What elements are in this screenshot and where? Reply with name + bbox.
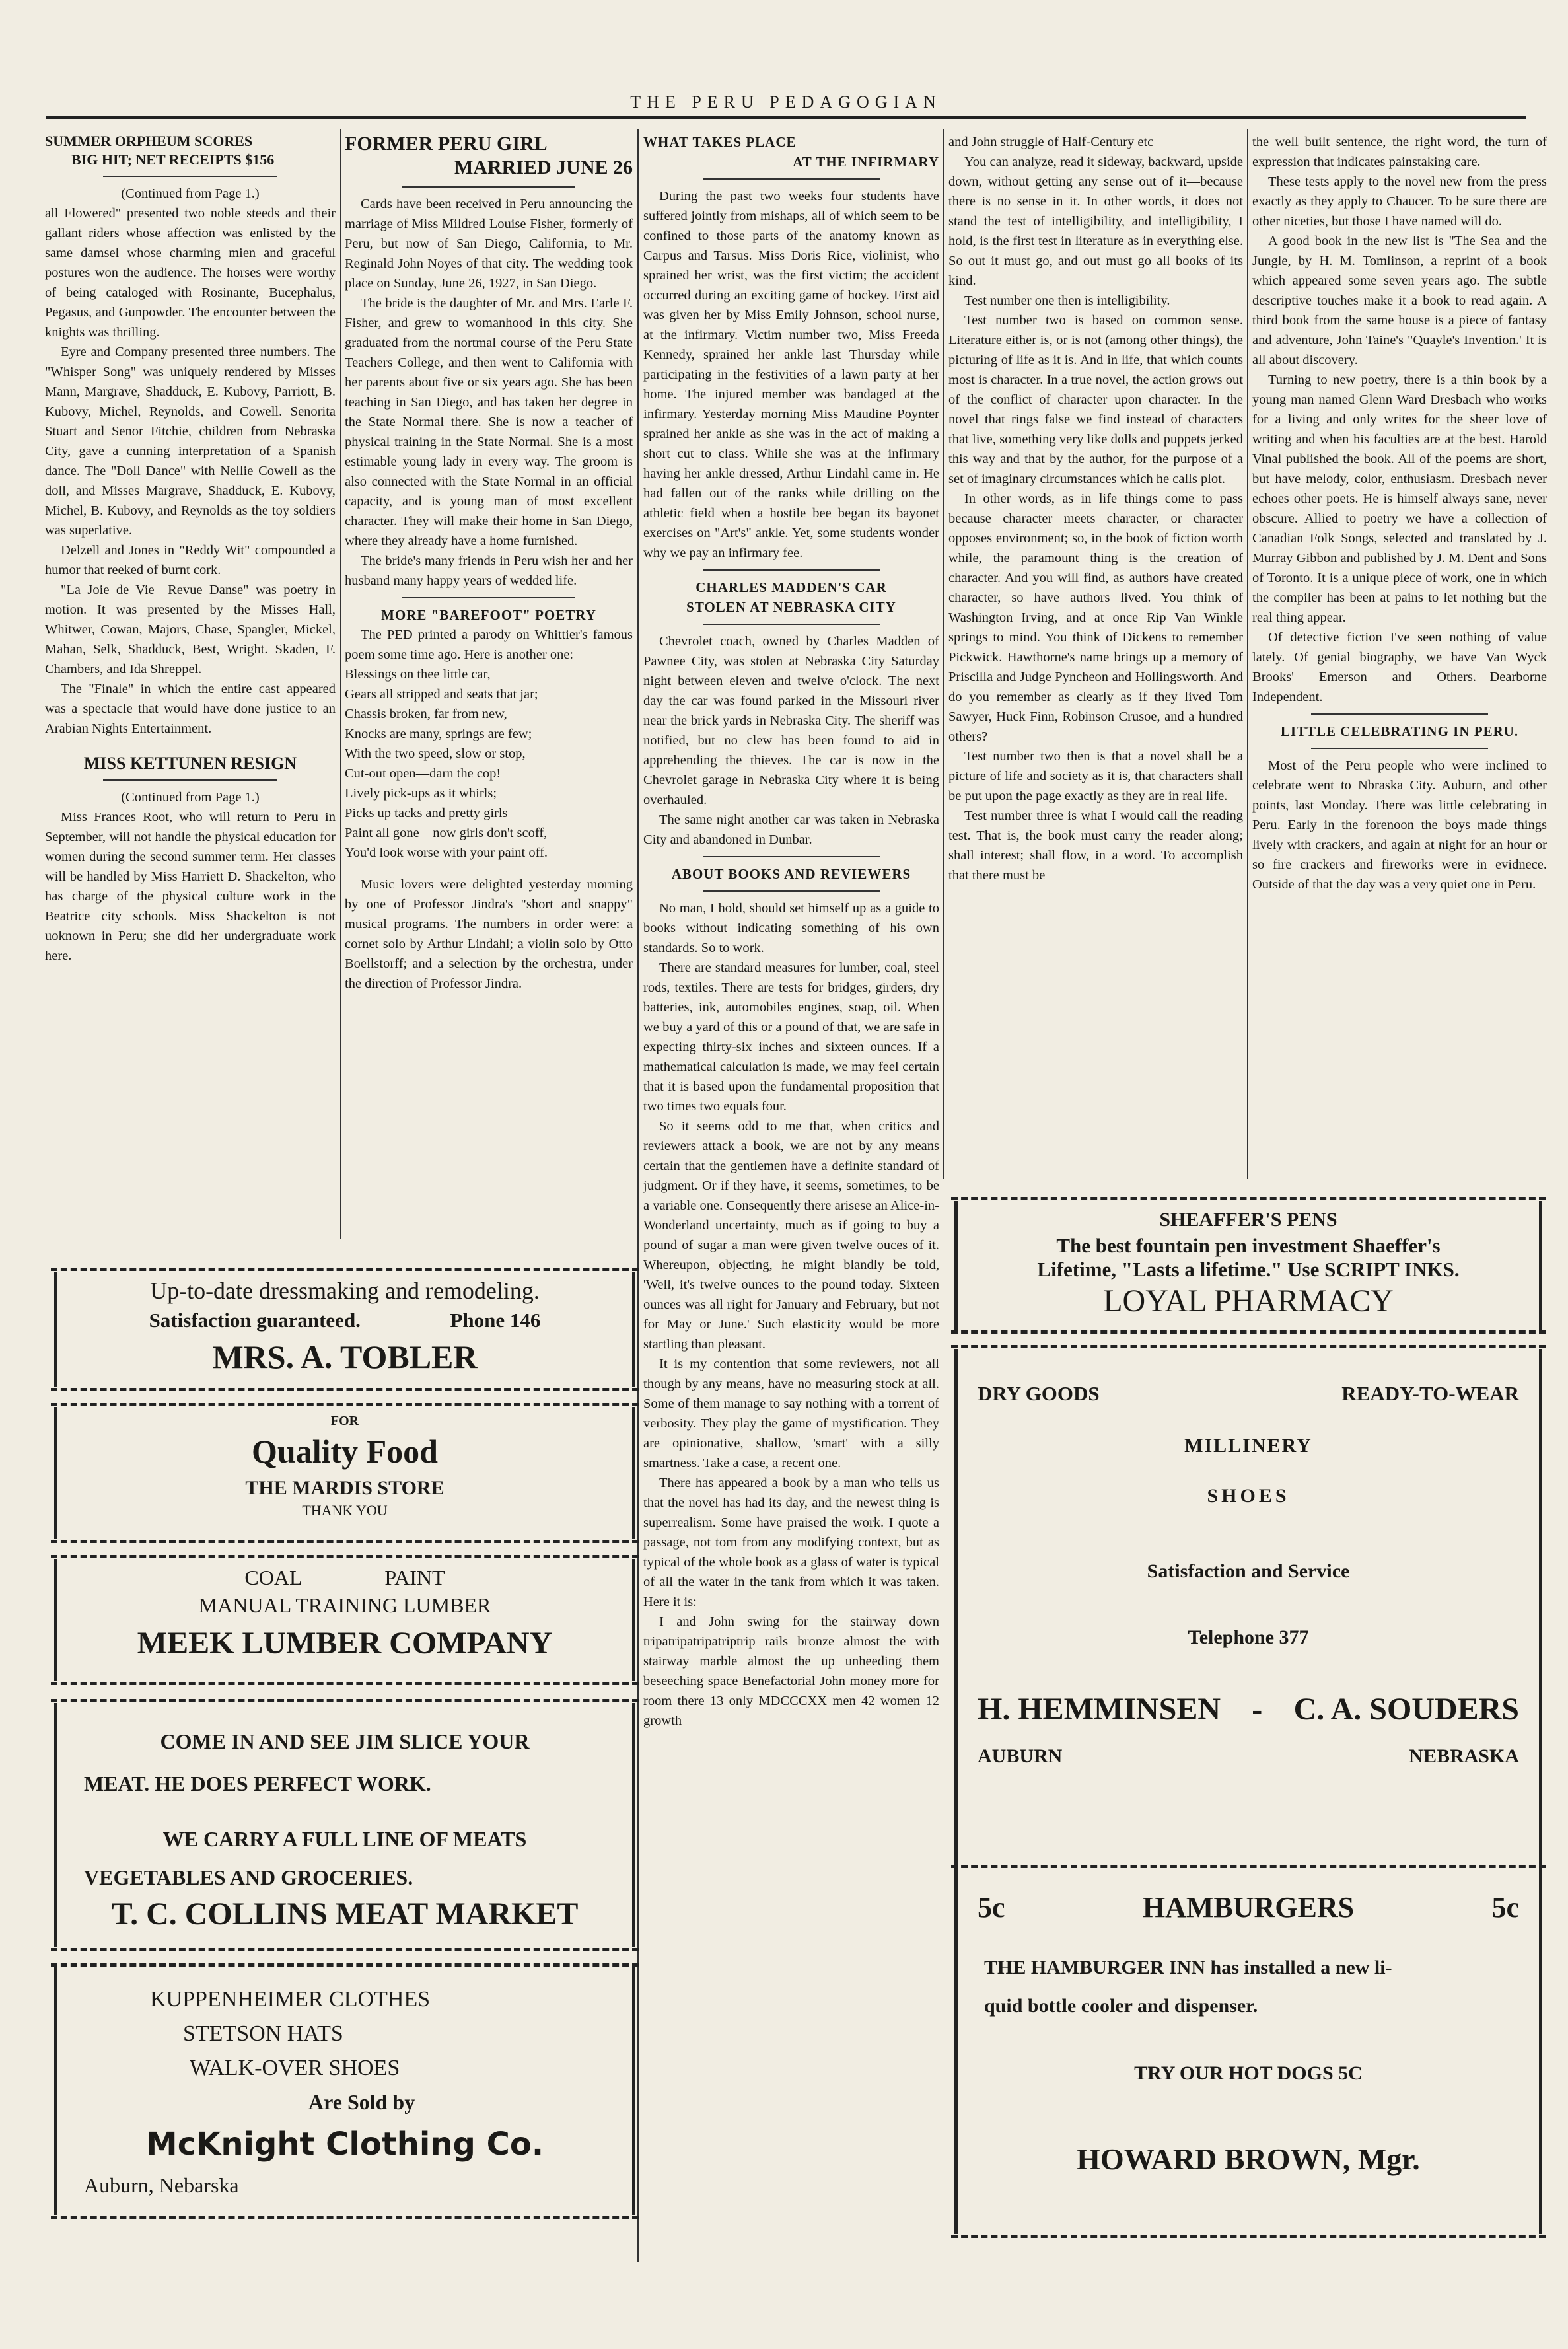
former-headline-line-2: MARRIED JUNE 26 bbox=[454, 157, 633, 178]
meek-ad bbox=[54, 1559, 635, 1681]
masthead: THE PERU PEDAGOGIAN bbox=[630, 92, 942, 112]
books-headline: ABOUT BOOKS AND REVIEWERS bbox=[671, 866, 911, 882]
article-paragraph: So it seems odd to me that, when critics and reviewers attack a book, we are not by any means certain that the gentlemen have a definite standard of judgment. Or if they have, it seems, sometimes, to be a variable one. Consequently there arisese an Alice-in-Wonderland uncertainty, much as if going to buy a pound of sugar a man were given twelve ouces of it. Whereupon, objecting, he might blandly be told, 'Well, it's twelve ounces to the pound today. Sixteen ounces was all right for January and February, but not for May or June.' Such elasticity would be more startling than pleasant. bbox=[643, 1119, 939, 1352]
hamburger-line-3: TRY OUR HOT DOGS 5C bbox=[1134, 2062, 1363, 2084]
meek-line-1 bbox=[57, 1566, 632, 1590]
dry-goods-label: DRY GOODS bbox=[978, 1382, 1100, 1405]
infirmary-headline-line-2: AT THE INFIRMARY bbox=[793, 154, 939, 170]
hamburger-line-2: quid bottle cooler and dispenser. bbox=[984, 1995, 1258, 2017]
hemminsen-city-row bbox=[978, 1745, 1519, 1768]
headline-rule bbox=[1311, 713, 1488, 715]
headline-rule bbox=[402, 597, 575, 598]
meek-coal: COAL bbox=[244, 1566, 302, 1589]
meek-paint: PAINT bbox=[384, 1566, 445, 1589]
column-rule bbox=[943, 129, 944, 1179]
meek-name: MEEK LUMBER COMPANY bbox=[137, 1626, 553, 1661]
article-paragraph: Test number one then is intelligibility. bbox=[964, 293, 1170, 308]
tobler-phone: Phone 146 bbox=[450, 1309, 541, 1332]
poem-line: With the two speed, slow or stop, bbox=[345, 746, 526, 761]
poem-line: Cut-out open—darn the cop! bbox=[345, 766, 501, 781]
article-paragraph: There are standard measures for lumber, coal, steel rods, textiles. There are tests for bridges, girders, dry batteries, ink, automobiles engines, soap, oil. When we buy a yard of this or a pound of that, we are safe in expecting thirty-six inches and sixteen ounces. If a mathematical calculation is made, we may feel certain that it is based upon the fundamental proposition that two times two equals four. bbox=[643, 960, 939, 1114]
article-paragraph: Test number three is what I would call the reading test. That is, the book must carry the reader along; shall interest; shall flow, in a word. To accomplish that there must be bbox=[948, 809, 1243, 883]
article-paragraph: Miss Frances Root, who will return to Peru in September, will not handle the physical education for women during the second summer term. Her classes will be handled by Miss Harriett D. Shackelton, who has charge of the physical culture work in the Beatrice city schools. Miss Shackelton is not uoknown in Peru; she did her undergraduate work here. bbox=[45, 810, 336, 963]
article-paragraph: I and John swing for the stairway down tripatripatripatriptrip rails bronze almost the with stairway marble almost the up unheeding them beseeching space Benefactorial John money more for room there 13 only MDCCCXX men 42 women 12 growth bbox=[643, 1614, 939, 1728]
loyal-pharmacy-ad bbox=[954, 1201, 1542, 1330]
article-paragraph: Eyre and Company presented three numbers. The "Whisper Song" was uniquely rendered by Misses Mann, Margrave, Shadduck, E. Kubovy, Parriott, B. Kubovy, Michel, Reynolds, and Cowell. Senorita Stuart and Senor Fitchie, children from Nebraska City, gave a cunning interpretation of a Spanish dance. The "Doll Dance" with Nellie Cowell as the doll, and Misses Margrave, Shadduck, E. Kubovy, Michel, B. Kubovy, and Reynolds as the toy soldiers was superlative. bbox=[45, 345, 336, 538]
former-headline-line-1: FORMER PERU GIRL bbox=[345, 133, 548, 155]
mcknight-line-4: Are Sold by bbox=[308, 2090, 415, 2114]
orpheum-headline-line-1: SUMMER ORPHEUM SCORES bbox=[45, 133, 253, 149]
poem-line: Picks up tacks and pretty girls— bbox=[345, 806, 522, 820]
ad-border bbox=[51, 1388, 639, 1391]
souders-name: C. A. SOUDERS bbox=[1293, 1692, 1519, 1727]
mcknight-place: Auburn, Nebarska bbox=[84, 2173, 239, 2197]
hemminsen-ad bbox=[954, 1349, 1542, 1864]
poem-line: You'd look worse with your paint off. bbox=[345, 846, 548, 860]
loyal-name: LOYAL PHARMACY bbox=[1103, 1283, 1394, 1319]
tobler-line-2 bbox=[57, 1309, 632, 1332]
continued-note: (Continued from Page 1.) bbox=[121, 186, 260, 201]
loyal-line-3: Lifetime, "Lasts a lifetime." Use SCRIPT INKS. bbox=[1037, 1258, 1460, 1281]
article-paragraph: Cards have been received in Peru announcing the marriage of Miss Mildred Louise Fisher, formerly of Peru, but now of San Diego, California, to Mr. Reginald John Noyes of that city. The wedding took place on Sunday, June 26, 1927, in San Diego. bbox=[345, 197, 633, 291]
column-3 bbox=[643, 132, 939, 2239]
article-paragraph: The bride's many friends in Peru wish her and her husband many happy years of wedded life. bbox=[345, 554, 633, 588]
poem-line: Knocks are many, springs are few; bbox=[345, 727, 532, 741]
headline-rule bbox=[703, 569, 880, 571]
article-paragraph: all Flowered" presented two noble steeds and their gallant riders whose affection was enlisted by the same damsel whose charming mien and graceful postures won the audience. The horses were worthy of being cataloged with Rosinante, Bucephalus, Pegasus, and Gunpowder. The encounter between the knights was thrilling. bbox=[45, 206, 336, 340]
mardis-store: THE MARDIS STORE bbox=[245, 1477, 445, 1499]
celebrating-headline: LITTLE CELEBRATING IN PERU. bbox=[1280, 723, 1519, 739]
infirmary-headline bbox=[643, 132, 939, 172]
article-paragraph: It is my contention that some reviewers, not all though by any means, have no measuring stock at all. Some of them manage to say nothing with a torrent of verbosity. They play the game of mystification. They are opinionative, shallow, 'smart' with a silly smartness. Take a case, a recent one. bbox=[643, 1357, 939, 1470]
tobler-line-1: Up-to-date dressmaking and remodeling. bbox=[150, 1278, 540, 1304]
state-label: NEBRASKA bbox=[1409, 1745, 1519, 1767]
headline-rule bbox=[703, 890, 880, 892]
millinery-label: MILLINERY bbox=[1184, 1435, 1312, 1457]
hemminsen-top-row bbox=[978, 1382, 1519, 1406]
poem-line: Lively pick-ups as it whirls; bbox=[345, 786, 497, 801]
hemminsen-name: H. HEMMINSEN bbox=[978, 1692, 1221, 1727]
article-paragraph: the well built sentence, the right word, the turn of expression that indicates painstaking care. bbox=[1252, 135, 1547, 169]
mardis-for: FOR bbox=[330, 1414, 359, 1428]
ad-border bbox=[51, 1963, 639, 1967]
mcknight-line-1: KUPPENHEIMER CLOTHES bbox=[150, 1987, 431, 2011]
ad-border bbox=[951, 1345, 1546, 1348]
ad-border bbox=[51, 1948, 639, 1951]
telephone-label: Telephone 377 bbox=[1188, 1626, 1309, 1648]
headline-rule bbox=[703, 856, 880, 857]
hamburger-manager: HOWARD BROWN, Mgr. bbox=[1077, 2142, 1420, 2176]
article-paragraph: These tests apply to the novel new from the press exactly as they apply to Chaucer. To be sure there are other niceties, but those I have named will do. bbox=[1252, 174, 1547, 229]
hamburger-title-row bbox=[978, 1891, 1519, 1924]
mardis-ad bbox=[54, 1407, 635, 1539]
ad-border bbox=[51, 1699, 639, 1702]
article-paragraph: No man, I hold, should set himself up as a guide to books without indicating something of his own standards. So to work. bbox=[643, 901, 939, 955]
collins-line-3: WE CARRY A FULL LINE OF MEATS bbox=[162, 1827, 527, 1851]
hamburger-line-1: THE HAMBURGER INN has installed a new li- bbox=[984, 1957, 1392, 1978]
headline-rule bbox=[103, 176, 277, 177]
ad-border bbox=[51, 1555, 639, 1558]
ad-border bbox=[51, 1682, 639, 1685]
mcknight-line-3: WALK-OVER SHOES bbox=[190, 2056, 400, 2080]
hamburger-inn-ad bbox=[954, 1864, 1542, 2234]
ad-border bbox=[951, 2235, 1546, 2238]
mardis-thanks: THANK YOU bbox=[302, 1502, 388, 1519]
ad-border bbox=[51, 1403, 639, 1406]
article-paragraph: There has appeared a book by a man who tells us that the novel has had its day, and the newest thing is superrealism. Some have praised the work. I quote a passage, not torn from any modifying context, but as typical of the whole book as a glass of water is typical of all the water in the tank from which it was taken. Here it is: bbox=[643, 1476, 939, 1609]
poem-line: Gears all stripped and seats that jar; bbox=[345, 687, 538, 702]
price-right: 5c bbox=[1491, 1891, 1519, 1924]
article-paragraph: A good book in the new list is "The Sea and the Jungle, by H. M. Tomlinson, a reprint of a book which appeared some seven years ago. The subtle descriptive touches make it a book to read again. A third book from the same house is a piece of fantasy and adventure, John Taine's "Quayle's Invention.' It is all about discovery. bbox=[1252, 234, 1547, 367]
tobler-guarantee: Satisfaction guaranteed. bbox=[149, 1309, 361, 1332]
car-headline bbox=[643, 577, 939, 617]
ad-border bbox=[951, 1330, 1546, 1334]
headline-rule bbox=[1311, 748, 1488, 749]
hemminsen-name-row bbox=[978, 1691, 1519, 1727]
article-paragraph: The PED printed a parody on Whittier's famous poem some time ago. Here is another one: bbox=[345, 628, 633, 662]
tobler-ad bbox=[54, 1272, 635, 1387]
column-4 bbox=[948, 132, 1243, 1189]
article-paragraph: and John struggle of Half-Century etc bbox=[948, 135, 1154, 149]
article-paragraph: You can analyze, read it sideway, backward, upside down, without getting any sense out of it—because there is no sense in it. In other words, it does not stand the test of intelligibility, and intelligibility, I hold, is the first test in literature as in everything else. So out it must go, and out must go all books of its kind. bbox=[948, 155, 1243, 288]
article-paragraph: The same night another car was taken in Nebraska City and abandoned in Dunbar. bbox=[643, 813, 939, 847]
loyal-line-2: The best fountain pen investment Shaeffer's bbox=[1056, 1234, 1441, 1257]
service-label: Satisfaction and Service bbox=[1147, 1560, 1350, 1582]
column-5 bbox=[1252, 132, 1547, 1189]
ad-border bbox=[51, 1268, 639, 1271]
ad-border bbox=[51, 2216, 639, 2219]
column-rule bbox=[340, 129, 341, 1239]
mcknight-name: McKnight Clothing Co. bbox=[145, 2126, 544, 2163]
loyal-line-1: SHEAFFER'S PENS bbox=[1159, 1209, 1337, 1231]
masthead-rule bbox=[46, 116, 1526, 119]
article-paragraph: During the past two weeks four students have suffered jointly from mishaps, all of which seem to be confined to those parts of the anatomy known as Carpus and Tarsus. Miss Doris Rice, violinist, who sprained her wrist, was the first victim; the accident occurred during an exciting game of hockey. First aid was given her by Miss Emily Johnson, school nurse, at the infirmary. Victim number two, Miss Freeda Kennedy, sprained her ankle last Thursday while participating in the festivities of a lawn party at her home. The injured member was bandaged at the infirmary. Yesterday morning Miss Maudine Poynter sprained her ankle as she was in the act of making a short cut to class. While she was at the infirmary having her ankle dressed, Arthur Lindahl came in. He had fallen out of the ranks while drilling on the athletic field when a hostile bee began its bayonet exercises on "Art's" ankle. Yet, some students wonder why we pay an infirmary fee. bbox=[643, 189, 939, 560]
orpheum-headline bbox=[45, 132, 336, 169]
collins-line-2: MEAT. HE DOES PERFECT WORK. bbox=[84, 1772, 431, 1795]
headline-rule bbox=[703, 624, 880, 625]
car-headline-line-1: CHARLES MADDEN'S CAR bbox=[695, 579, 887, 595]
mardis-headline: Quality Food bbox=[252, 1433, 438, 1470]
column-rule bbox=[1247, 129, 1248, 1179]
former-headline bbox=[345, 132, 633, 180]
article-paragraph: Most of the Peru people who were inclined to celebrate went to Nbraska City. Auburn, and other points, last Monday. There was little celebrating in Peru. Early in the forenoon the boys made things lively with crackers, and again at night for an hour or so fire crackers and fireworks were in evidnece. Outside of that the day was a very quiet one in Peru. bbox=[1252, 758, 1547, 892]
city-label: AUBURN bbox=[978, 1745, 1063, 1767]
orpheum-headline-line-2: BIG HIT; NET RECEIPTS $156 bbox=[71, 151, 275, 168]
column-2 bbox=[345, 132, 633, 1248]
tobler-name: MRS. A. TOBLER bbox=[212, 1338, 478, 1375]
article-paragraph: Test number two then is that a novel shall be a picture of life and society as it is, that characters shall be put upon the page exactly as they are in real life. bbox=[948, 749, 1243, 803]
collins-line-1: COME IN AND SEE JIM SLICE YOUR bbox=[160, 1729, 530, 1753]
name-dash: - bbox=[1252, 1692, 1263, 1727]
ad-border bbox=[51, 1540, 639, 1543]
article-paragraph: The "Finale" in which the entire cast appeared was a spectacle that would have done justice to an Arabian Nights Entertainment. bbox=[45, 682, 336, 736]
ad-border bbox=[951, 1197, 1546, 1200]
hamburgers-title: HAMBURGERS bbox=[1142, 1891, 1355, 1924]
column-1 bbox=[45, 132, 336, 1248]
collins-name: T. C. COLLINS MEAT MARKET bbox=[111, 1897, 579, 1932]
mcknight-ad bbox=[54, 1967, 635, 2215]
shoes-label: SHOES bbox=[1207, 1485, 1290, 1507]
poem-line: Blessings on thee little car, bbox=[345, 667, 491, 682]
continued-note: (Continued from Page 1.) bbox=[121, 790, 260, 805]
mcknight-line-2: STETSON HATS bbox=[183, 2021, 343, 2046]
meek-line-2: MANUAL TRAINING LUMBER bbox=[198, 1593, 491, 1617]
poem-line: Chassis broken, far from new, bbox=[345, 707, 507, 721]
article-paragraph: Test number two is based on common sense. Literature either is, or is not (among other things), the picturing of life as it is. And in life, that which counts most is character. In a true novel, the action grows out of the conflict of character upon character. In the novel that rings false we find instead of characters that live, something very like dolls and puppets jerked this way and that by the author, for the purpose of a set of imaginary circumstances which he calls plot. bbox=[948, 313, 1243, 486]
article-paragraph: Delzell and Jones in "Reddy Wit" compounded a humor that reeked of burnt cork. bbox=[45, 543, 336, 577]
price-left: 5c bbox=[978, 1891, 1005, 1924]
article-paragraph: The bride is the daughter of Mr. and Mrs. Earle F. Fisher, and grew to womanhood in this city. She graduated from the nortmal course of the Peru State Teachers College, and then went to California with her parents about five or six years ago. She has been teaching in San Diego, and has taken her degree in the State Normal there. She is now a teacher of physical training in the State Normal. She is a most estimable young lady in every way. The groom is also connected with the State Normal in an official capacity, and is young man of most excellent character. They will make their home in San Diego, where they already have a home furnished. bbox=[345, 296, 633, 548]
article-paragraph: Of detective fiction I've seen nothing of value lately. Of genial biography, we have Van Wyck Brooks' Emerson and Others.—Dearborne Independent. bbox=[1252, 630, 1547, 704]
kettunen-headline: MISS KETTUNEN RESIGN bbox=[83, 754, 297, 773]
article-paragraph: Turning to new poetry, there is a thin book by a young man named Glenn Ward Dresbach who works for a living and only writes for the sheer love of writing and when his faculties are at the best. Harold Vinal published the book. All of the poems are short, but have melody, color, enthusiasm. Dresbach never echoes other poets. He is himself always sane, never obscure. Allied to poetry we have a collection of Canadian Folk Songs, selected and translated by J. Murray Gibbon and published by J. M. Dent and Sons of Toronto. It is a unique piece of work, one in which the compiler has been at pains to let nothing but the real thing appear. bbox=[1252, 373, 1547, 625]
car-headline-line-2: STOLEN AT NEBRASKA CITY bbox=[686, 599, 896, 615]
headline-rule bbox=[103, 779, 277, 781]
column-rule bbox=[637, 129, 639, 2262]
ready-to-wear-label: READY-TO-WEAR bbox=[1341, 1382, 1519, 1405]
headline-rule bbox=[402, 186, 575, 188]
barefoot-headline: MORE "BAREFOOT" POETRY bbox=[381, 607, 596, 623]
article-paragraph: Music lovers were delighted yesterday morning by one of Professor Jindra's "short and snappy" musical programs. The numbers in order were: a cornet solo by Arthur Lindahl; a violin solo by Otto Boellstorff; and a selection by the orchestra, under the direction of Professor Jindra. bbox=[345, 877, 633, 991]
article-paragraph: In other words, as in life things come to pass because character meets character, or character opposes environment; so, in the book of fiction worth while, the paramount thing is the creation of character. And you will find, as authors have created character, so have authors lived. You think of Washington Irving, and at once Rip Van Winkle springs to mind. You think of Dickens to remember Pickwick. Hawthorne's name brings up a memory of Priscilla and Judge Pyncheon and Hollingsworth. And do you remember as clearly as if they lived Tom Sawyer, Huck Finn, Robinson Crusoe, and a hundred others? bbox=[948, 491, 1243, 744]
collins-line-4: VEGETABLES AND GROCERIES. bbox=[84, 1865, 413, 1889]
collins-ad bbox=[54, 1703, 635, 1947]
article-paragraph: "La Joie de Vie—Revue Danse" was poetry in motion. It was presented by the Misses Hall, Whitwer, Cowan, Majors, Chase, Spangler, Mickel, Mahan, Selk, Shadduck, Best, Wright. Skaden, F. Chambers, and Ida Shreppel. bbox=[45, 583, 336, 676]
poem-line: Paint all gone—now girls don't scoff, bbox=[345, 826, 548, 840]
infirmary-headline-line-1: WHAT TAKES PLACE bbox=[643, 134, 797, 150]
article-paragraph: Chevrolet coach, owned by Charles Madden of Pawnee City, was stolen at Nebraska City Saturday night between eleven and twelve o'clock. The next day the car was found parked in the Missouri river near the brick yards in Nebraska City. The sheriff was notified, but no clew has been found to aid in apprehending the thieves. The car is now in the Chevrolet garage in Nebraska City where it is being overhauled. bbox=[643, 634, 939, 807]
headline-rule bbox=[703, 178, 880, 180]
